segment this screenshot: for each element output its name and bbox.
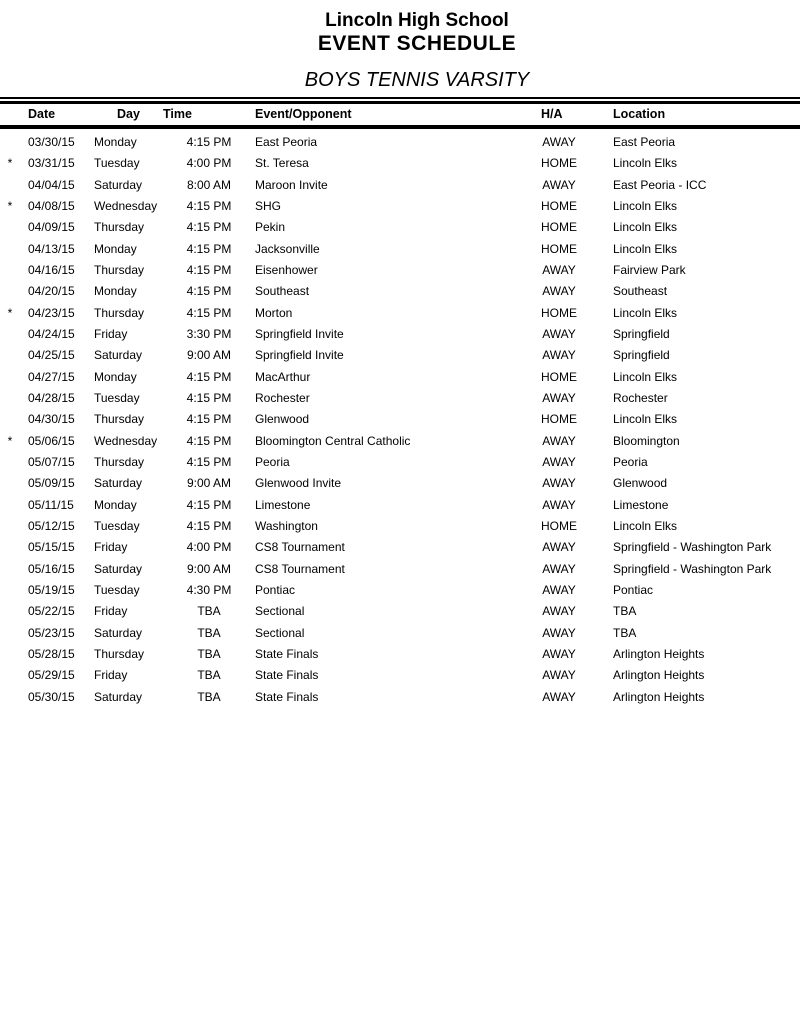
event-cell: CS8 Tournament [255,540,345,555]
home-away-cell: AWAY [542,433,576,448]
day-cell: Monday [94,497,137,512]
time-cell: 4:15 PM [186,262,232,277]
star-cell [0,559,20,580]
schedule-rows [0,132,800,708]
star-cell [0,175,20,196]
time-cell: 4:15 PM [186,412,232,427]
time-cell: 4:15 PM [186,390,232,405]
date-cell: 04/27/15 [28,369,75,384]
event-cell: Eisenhower [255,262,318,277]
event-cell: SHG [255,198,282,213]
day-cell: Thursday [94,412,145,427]
day-cell: Saturday [94,689,143,704]
time-cell: 4:30 PM [186,582,232,597]
location-cell: Springfield [613,326,670,341]
time-cell: 4:15 PM [186,433,232,448]
time-cell: 4:15 PM [186,241,232,256]
location-cell: Lincoln Elks [613,518,678,533]
star-cell [0,665,20,686]
star-cell: * [7,433,13,448]
date-cell: 03/31/15 [28,156,75,171]
table-row [0,665,800,686]
star-cell: * [7,198,13,213]
table-row [0,196,800,217]
column-header-ha: H/A [541,107,563,121]
event-cell: Sectional [255,625,305,640]
star-cell [0,217,20,238]
location-cell: Lincoln Elks [613,156,678,171]
table-row [0,153,800,174]
event-cell: Sectional [255,604,305,619]
date-cell: 04/04/15 [28,177,75,192]
time-cell: 4:15 PM [186,284,232,299]
table-row [0,537,800,558]
home-away-cell: AWAY [542,582,576,597]
event-cell: Glenwood [255,412,310,427]
day-cell: Saturday [94,625,143,640]
table-row [0,516,800,537]
day-cell: Monday [94,369,137,384]
team-subtitle: BOYS TENNIS VARSITY [304,69,530,91]
date-cell: 05/22/15 [28,604,75,619]
star-cell: * [7,305,13,320]
star-cell [0,452,20,473]
time-cell: 4:15 PM [186,518,232,533]
star-cell [0,132,20,153]
time-cell: TBA [197,646,221,661]
star-cell [0,495,20,516]
event-cell: Pekin [255,220,286,235]
date-cell: 05/11/15 [28,497,74,512]
day-cell: Wednesday [94,433,158,448]
date-cell: 04/16/15 [28,262,75,277]
event-cell: Springfield Invite [255,326,344,341]
location-cell: Southeast [613,284,668,299]
location-cell: Fairview Park [613,262,686,277]
time-cell: 4:15 PM [186,305,232,320]
day-cell: Thursday [94,454,145,469]
day-cell: Saturday [94,476,143,491]
day-cell: Monday [94,284,137,299]
date-cell: 05/12/15 [28,518,75,533]
day-cell: Friday [94,604,128,619]
date-cell: 04/28/15 [28,390,75,405]
home-away-cell: AWAY [542,348,576,363]
star-cell [0,239,20,260]
column-header-time: Time [163,107,192,121]
date-cell: 05/29/15 [28,668,75,683]
location-cell: Arlington Heights [613,668,705,683]
table-row [0,260,800,281]
date-cell: 04/09/15 [28,220,75,235]
time-cell: 4:00 PM [186,156,232,171]
table-row [0,687,800,708]
location-cell: Springfield - Washington Park [613,561,772,576]
home-away-cell: AWAY [542,625,576,640]
time-cell: 9:00 AM [186,476,232,491]
day-cell: Saturday [94,177,143,192]
star-cell [0,324,20,345]
event-cell: CS8 Tournament [255,561,345,576]
event-cell: Rochester [255,390,310,405]
home-away-cell: HOME [541,156,577,171]
school-name: Lincoln High School [325,10,509,31]
home-away-cell: HOME [541,241,577,256]
home-away-cell: AWAY [542,540,576,555]
location-cell: Lincoln Elks [613,305,678,320]
table-row [0,452,800,473]
event-cell: Pontiac [255,582,296,597]
table-row [0,580,800,601]
day-cell: Wednesday [94,198,158,213]
day-cell: Monday [94,241,137,256]
column-header-day: Day [117,107,140,121]
table-row [0,345,800,366]
home-away-cell: AWAY [542,646,576,661]
home-away-cell: AWAY [542,326,576,341]
day-cell: Friday [94,326,128,341]
date-cell: 05/28/15 [28,646,75,661]
time-cell: 4:15 PM [186,454,232,469]
time-cell: 9:00 AM [186,561,232,576]
time-cell: 9:00 AM [186,348,232,363]
date-cell: 04/23/15 [28,305,75,320]
date-cell: 04/13/15 [28,241,75,256]
home-away-cell: AWAY [542,454,576,469]
table-row [0,473,800,494]
home-away-cell: AWAY [542,177,576,192]
table-row [0,303,800,324]
day-cell: Thursday [94,220,145,235]
date-cell: 04/24/15 [28,326,75,341]
table-row [0,281,800,302]
home-away-cell: AWAY [542,604,576,619]
event-cell: Limestone [255,497,311,512]
day-cell: Monday [94,135,137,149]
day-cell: Tuesday [94,582,140,597]
date-cell: 05/09/15 [28,476,75,491]
home-away-cell: AWAY [542,390,576,405]
time-cell: TBA [197,668,221,683]
time-cell: 3:30 PM [186,326,232,341]
star-cell [0,345,20,366]
document-header [34,0,800,92]
star-cell [0,623,20,644]
event-cell: Morton [255,305,293,320]
location-cell: Lincoln Elks [613,220,678,235]
date-cell: 04/25/15 [28,348,75,363]
location-cell: Rochester [613,390,668,405]
page-title: EVENT SCHEDULE [317,32,517,55]
event-cell: State Finals [255,646,319,661]
table-row [0,324,800,345]
home-away-cell: AWAY [542,668,576,683]
time-cell: TBA [197,604,221,619]
date-cell: 05/16/15 [28,561,75,576]
location-cell: Peoria [613,454,648,469]
date-cell: 05/23/15 [28,625,75,640]
location-cell: East Peoria - ICC [613,177,707,192]
star-cell [0,409,20,430]
home-away-cell: AWAY [542,476,576,491]
event-cell: East Peoria [255,135,318,149]
star-cell [0,601,20,622]
event-cell: Bloomington Central Catholic [255,433,411,448]
star-cell [0,388,20,409]
star-cell [0,687,20,708]
time-cell: 4:15 PM [186,369,232,384]
location-cell: Glenwood [613,476,668,491]
table-row [0,559,800,580]
home-away-cell: HOME [541,369,577,384]
home-away-cell: AWAY [542,135,576,149]
event-cell: Washington [255,518,318,533]
location-cell: Arlington Heights [613,646,705,661]
event-cell: Glenwood Invite [255,476,342,491]
column-header-location: Location [613,107,666,121]
home-away-cell: AWAY [542,689,576,704]
star-cell [0,281,20,302]
day-cell: Tuesday [94,156,140,171]
star-cell [0,580,20,601]
table-row [0,175,800,196]
home-away-cell: HOME [541,518,577,533]
column-header-date: Date [28,107,56,121]
event-cell: Maroon Invite [255,177,328,192]
location-cell: Arlington Heights [613,689,705,704]
column-header-event: Event/Opponent [255,107,352,121]
date-cell: 04/08/15 [28,198,75,213]
event-cell: Peoria [255,454,290,469]
event-cell: St. Teresa [255,156,309,171]
date-cell: 03/30/15 [28,135,75,149]
location-cell: Limestone [613,497,669,512]
home-away-cell: AWAY [542,284,576,299]
location-cell: Bloomington [613,433,680,448]
date-cell: 04/20/15 [28,284,75,299]
home-away-cell: AWAY [542,262,576,277]
time-cell: 4:15 PM [186,135,232,149]
table-row [0,409,800,430]
event-cell: MacArthur [255,369,311,384]
date-cell: 04/30/15 [28,412,75,427]
location-cell: Lincoln Elks [613,241,678,256]
table-row [0,623,800,644]
day-cell: Thursday [94,646,145,661]
day-cell: Tuesday [94,518,140,533]
day-cell: Saturday [94,348,143,363]
table-row [0,644,800,665]
day-cell: Tuesday [94,390,140,405]
home-away-cell: HOME [541,220,577,235]
date-cell: 05/15/15 [28,540,75,555]
table-row [0,601,800,622]
table-row [0,217,800,238]
star-cell: * [7,156,13,171]
day-cell: Friday [94,668,128,683]
home-away-cell: AWAY [542,497,576,512]
time-cell: TBA [197,625,221,640]
home-away-cell: HOME [541,198,577,213]
table-row [0,495,800,516]
time-cell: TBA [197,689,221,704]
header-bottom-rule [0,125,800,129]
star-cell [0,473,20,494]
star-cell [0,260,20,281]
day-cell: Friday [94,540,128,555]
table-row [0,132,800,153]
location-cell: Springfield - Washington Park [613,540,772,555]
top-rule-thin [0,97,800,99]
event-cell: Springfield Invite [255,348,344,363]
time-cell: 4:00 PM [186,540,232,555]
location-cell: Lincoln Elks [613,412,678,427]
date-cell: 05/19/15 [28,582,75,597]
event-cell: State Finals [255,668,319,683]
location-cell: Pontiac [613,582,654,597]
event-cell: Jacksonville [255,241,320,256]
table-row [0,239,800,260]
star-cell [0,367,20,388]
star-cell [0,516,20,537]
date-cell: 05/06/15 [28,433,75,448]
event-cell: State Finals [255,689,319,704]
time-cell: 4:15 PM [186,220,232,235]
location-cell: Lincoln Elks [613,198,678,213]
home-away-cell: AWAY [542,561,576,576]
location-cell: TBA [613,604,637,619]
star-cell [0,644,20,665]
table-row [0,388,800,409]
location-cell: Lincoln Elks [613,369,678,384]
location-cell: East Peoria [613,135,676,149]
home-away-cell: HOME [541,305,577,320]
time-cell: 4:15 PM [186,497,232,512]
location-cell: Springfield [613,348,670,363]
event-cell: Southeast [255,284,310,299]
time-cell: 4:15 PM [186,198,232,213]
date-cell: 05/07/15 [28,454,75,469]
date-cell: 05/30/15 [28,689,75,704]
location-cell: TBA [613,625,637,640]
day-cell: Thursday [94,262,145,277]
home-away-cell: HOME [541,412,577,427]
table-row [0,367,800,388]
day-cell: Saturday [94,561,143,576]
table-row [0,431,800,452]
table-header-row [0,104,800,125]
day-cell: Thursday [94,305,145,320]
star-cell [0,537,20,558]
time-cell: 8:00 AM [186,177,232,192]
